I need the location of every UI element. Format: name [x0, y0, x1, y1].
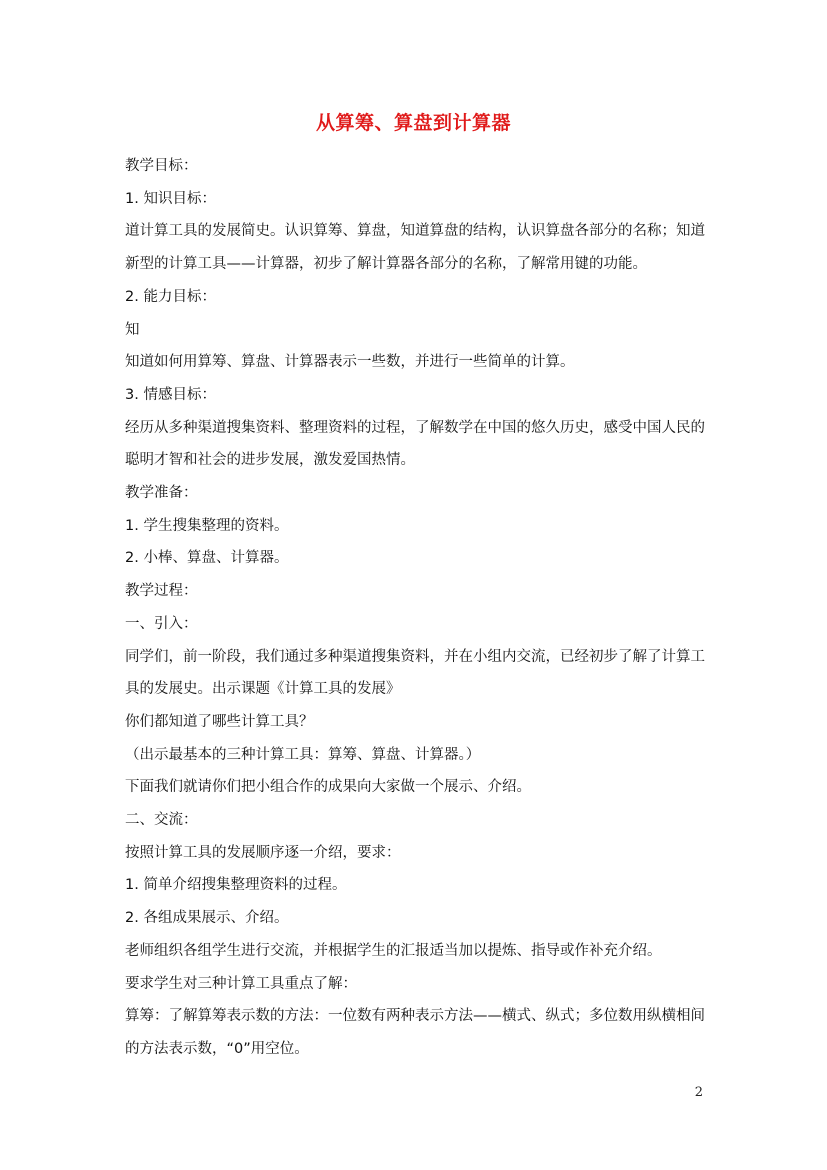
paragraph-line: 经历从多种渠道搜集资料、整理资料的过程，了解数学在中国的悠久历史，感受中国人民的 [125, 419, 705, 436]
paragraph-line: （出示最基本的三种计算工具：算筹、算盘、计算器。） [125, 746, 481, 763]
paragraph-line: 新型的计算工具——计算器，初步了解计算器各部分的名称，了解常用键的功能。 [125, 256, 647, 273]
list-item: 2. 各组成果展示、介绍。 [125, 910, 289, 927]
subheading-introduction: 一、引入： [125, 615, 198, 632]
list-item: 1. 学生搜集整理的资料。 [125, 517, 289, 534]
section-heading-process: 教学过程： [125, 583, 198, 600]
section-heading-objectives: 教学目标： [125, 158, 198, 174]
paragraph-line: 要求学生对三种计算工具重点了解： [125, 975, 357, 992]
paragraph-line: 知 [125, 321, 140, 338]
subheading-exchange: 二、交流： [125, 812, 198, 829]
list-item: 1. 简单介绍搜集整理资料的过程。 [125, 877, 347, 894]
subheading-emotional-objective: 3. 情感目标： [125, 386, 216, 403]
document-body [125, 150, 705, 1066]
paragraph-line: 你们都知道了哪些计算工具？ [125, 713, 314, 730]
paragraph-line: 算筹：了解算筹表示数的方法：一位数有两种表示方法——横式、纵式；多位数用纵横相间 [125, 1008, 705, 1025]
document-title: 从算筹、算盘到计算器 [315, 112, 511, 134]
list-item: 2. 小棒、算盘、计算器。 [125, 550, 289, 567]
paragraph-line: 老师组织各组学生进行交流，并根据学生的汇报适当加以提炼、指导或作补充介绍。 [125, 942, 662, 959]
paragraph-line: 具的发展史。出示课题《计算工具的发展》 [125, 681, 401, 698]
paragraph-line: 同学们，前一阶段，我们通过多种渠道搜集资料，并在小组内交流，已经初步了解了计算工 [125, 648, 705, 665]
paragraph-line: 下面我们就请你们把小组合作的成果向大家做一个展示、介绍。 [125, 779, 531, 796]
subheading-ability-objective: 2. 能力目标： [125, 288, 216, 305]
section-heading-preparation: 教学准备： [125, 485, 198, 502]
paragraph-line: 知道如何用算筹、算盘、计算器表示一些数，并进行一些简单的计算。 [125, 354, 575, 371]
paragraph-line: 道计算工具的发展简史。认识算筹、算盘，知道算盘的结构，认识算盘各部分的名称；知道 [125, 223, 705, 240]
page-number: 2 [694, 1085, 703, 1100]
paragraph-line: 按照计算工具的发展顺序逐一介绍，要求： [125, 844, 401, 861]
paragraph-line: 的方法表示数，“0”用空位。 [125, 1040, 309, 1057]
subheading-knowledge-objective: 1. 知识目标： [125, 190, 216, 207]
paragraph-line: 聪明才智和社会的进步发展，激发爱国热情。 [125, 452, 415, 469]
